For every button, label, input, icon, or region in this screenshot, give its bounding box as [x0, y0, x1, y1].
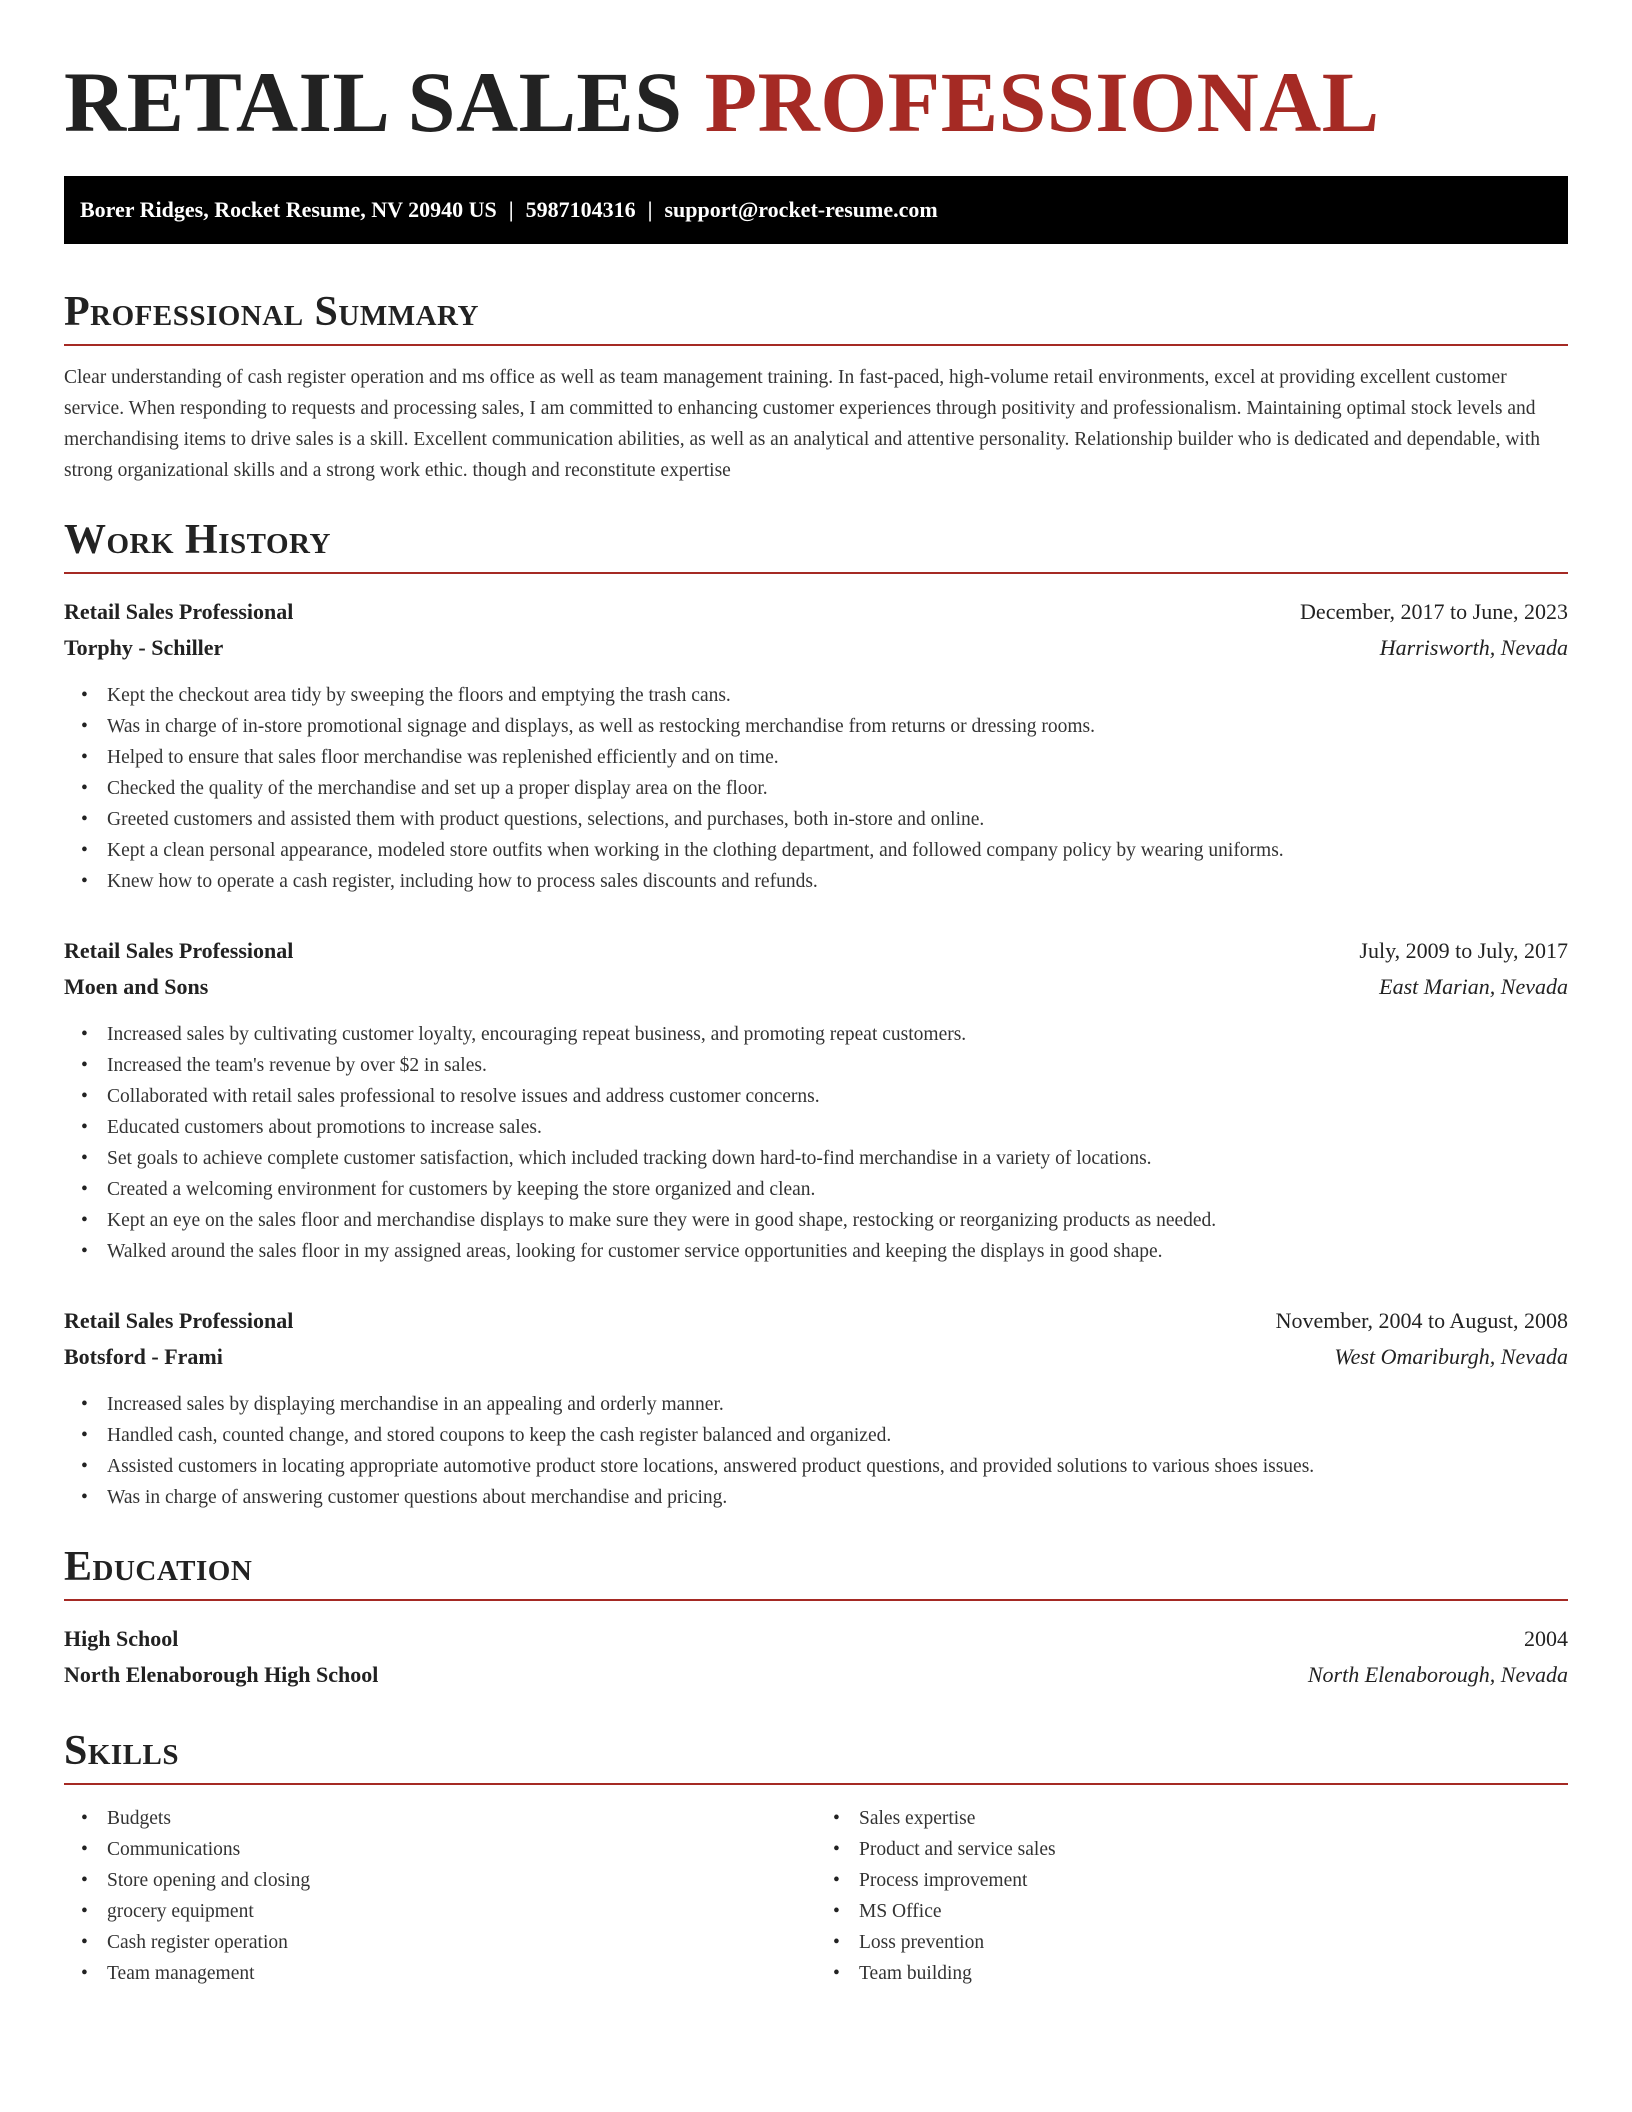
job-bullet: • Set goals to achieve complete customer satisfaction, which included tracking down hard-to-find merchandise in a variety of locations.	[107, 1143, 1568, 1174]
section-title-summary: Professional Summary	[64, 288, 1568, 346]
job-list	[64, 594, 1568, 1513]
job-dates: December, 2017 to June, 2023	[1300, 599, 1568, 624]
contact-address: Borer Ridges, Rocket Resume, NV 20940 US	[80, 197, 497, 222]
summary-text: Clear understanding of cash register operation and ms office as well as team management training. In fast-paced, high-volume retail environments, excel at providing excellent customer service. When responding to requests and processing sales, I am committed to enhancing customer experiences through positivity and professionalism. Maintaining optimal stock levels and merchandising items to drive sales is a skill. Excellent communication abilities, as well as an analytical and attentive personality. Relationship builder who is dedicated and dependable, with strong organizational skills and a strong work ethic. though and reconstitute expertise	[64, 367, 1541, 481]
job-location: East Marian, Nevada	[1379, 974, 1568, 999]
name-first-part: RETAIL SALES	[64, 54, 683, 150]
job-bullet: • Handled cash, counted change, and stored coupons to keep the cash register balanced and organized.	[107, 1420, 1568, 1451]
job-bullet: • Increased the team's revenue by over $2 in sales.	[107, 1050, 1568, 1081]
skill-item: • Budgets	[107, 1803, 816, 1834]
job-bullet: • Was in charge of in-store promotional signage and displays, as well as restocking merchandise from returns or dressing rooms.	[107, 711, 1568, 742]
education-row	[64, 1657, 1568, 1693]
skill-item: • Store opening and closing	[107, 1865, 816, 1896]
job-title: Retail Sales Professional	[64, 938, 294, 963]
skills-list-left	[64, 1803, 816, 1989]
job-bullet: • Kept an eye on the sales floor and merchandise displays to make sure they were in good shape, restocking or reorganizing products as needed.	[107, 1205, 1568, 1236]
job-location: West Omariburgh, Nevada	[1334, 1344, 1568, 1369]
skill-item: • MS Office	[859, 1896, 1568, 1927]
job-title: Retail Sales Professional	[64, 599, 294, 624]
skill-item: • Team building	[859, 1958, 1568, 1989]
contact-separator: |	[647, 197, 653, 222]
skill-item: • Loss prevention	[859, 1927, 1568, 1958]
job-bullet: • Helped to ensure that sales floor merchandise was replenished efficiently and on time.	[107, 742, 1568, 773]
job-bullet: • Checked the quality of the merchandise and set up a proper display area on the floor.	[107, 773, 1568, 804]
section-title-education: Education	[64, 1543, 1568, 1601]
resume-name	[64, 0, 1568, 150]
job-row	[64, 594, 1568, 630]
job-bullet: • Collaborated with retail sales professional to resolve issues and address customer concerns.	[107, 1081, 1568, 1112]
job-company: Moen and Sons	[64, 974, 209, 999]
skills-list-right	[816, 1803, 1568, 1989]
job-bullet: • Walked around the sales floor in my assigned areas, looking for customer service opportunities and keeping the displays in good shape.	[107, 1236, 1568, 1267]
job-entry	[64, 594, 1568, 897]
work-history-section	[64, 516, 1568, 1513]
job-bullet: • Greeted customers and assisted them with product questions, selections, and purchases, both in-store and online.	[107, 804, 1568, 835]
contact-email: support@rocket-resume.com	[664, 197, 938, 222]
contact-separator: |	[508, 197, 514, 222]
job-row	[64, 1303, 1568, 1339]
contact-bar	[64, 176, 1568, 244]
job-company: Botsford - Frami	[64, 1344, 223, 1369]
job-bullet: • Knew how to operate a cash register, including how to process sales discounts and refunds.	[107, 866, 1568, 897]
job-bullet: • Increased sales by cultivating customer loyalty, encouraging repeat business, and promoting repeat customers.	[107, 1019, 1568, 1050]
skills-section	[64, 1727, 1568, 1989]
job-dates: November, 2004 to August, 2008	[1275, 1308, 1568, 1333]
education-year: 2004	[1524, 1626, 1568, 1651]
job-bullet-list	[64, 1019, 1568, 1267]
skills-columns	[64, 1803, 1568, 1989]
job-row	[64, 933, 1568, 969]
skill-item: • Product and service sales	[859, 1834, 1568, 1865]
education-row	[64, 1621, 1568, 1657]
education-entry	[64, 1621, 1568, 1693]
job-company: Torphy - Schiller	[64, 635, 224, 660]
education-school: North Elenaborough High School	[64, 1662, 379, 1687]
education-location: North Elenaborough, Nevada	[1307, 1662, 1568, 1687]
section-title-work-history: Work History	[64, 516, 1568, 574]
job-bullet: • Increased sales by displaying merchandise in an appealing and orderly manner.	[107, 1389, 1568, 1420]
job-row	[64, 969, 1568, 1005]
summary-section	[64, 288, 1568, 486]
job-bullet: • Educated customers about promotions to increase sales.	[107, 1112, 1568, 1143]
job-row	[64, 1339, 1568, 1375]
contact-phone: 5987104316	[525, 197, 636, 222]
job-row	[64, 630, 1568, 666]
job-entry	[64, 933, 1568, 1267]
skill-item: • grocery equipment	[107, 1896, 816, 1927]
job-bullet-list	[64, 1389, 1568, 1513]
job-entry	[64, 1303, 1568, 1513]
education-section	[64, 1543, 1568, 1693]
name-accent-part: PROFESSIONAL	[704, 54, 1380, 150]
job-location: Harrisworth, Nevada	[1379, 635, 1568, 660]
job-bullet: • Kept a clean personal appearance, modeled store outfits when working in the clothing department, and followed company policy by wearing uniforms.	[107, 835, 1568, 866]
job-dates: July, 2009 to July, 2017	[1359, 938, 1568, 963]
education-degree: High School	[64, 1626, 179, 1651]
skill-item: • Process improvement	[859, 1865, 1568, 1896]
job-bullet: • Was in charge of answering customer questions about merchandise and pricing.	[107, 1482, 1568, 1513]
job-bullet: • Kept the checkout area tidy by sweeping the floors and emptying the trash cans.	[107, 680, 1568, 711]
skill-item: • Sales expertise	[859, 1803, 1568, 1834]
skill-item: • Team management	[107, 1958, 816, 1989]
job-bullet: • Created a welcoming environment for customers by keeping the store organized and clean.	[107, 1174, 1568, 1205]
job-bullet: • Assisted customers in locating appropriate automotive product store locations, answered product questions, and provided solutions to various shoes issues.	[107, 1451, 1568, 1482]
job-bullet-list	[64, 680, 1568, 897]
job-title: Retail Sales Professional	[64, 1308, 294, 1333]
skill-item: • Communications	[107, 1834, 816, 1865]
skill-item: • Cash register operation	[107, 1927, 816, 1958]
section-title-skills: Skills	[64, 1727, 1568, 1785]
